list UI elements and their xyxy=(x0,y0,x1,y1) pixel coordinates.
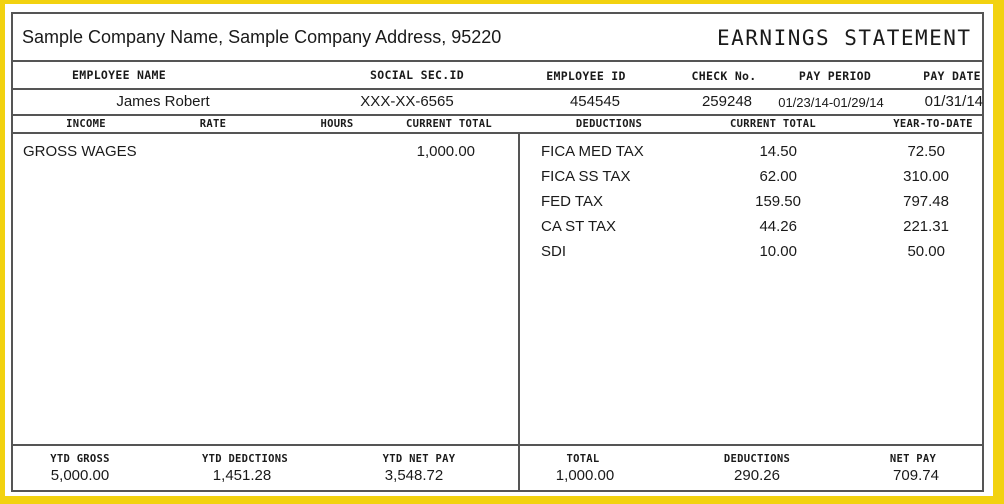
ytd-deductions-label: YTD DEDCTIONS xyxy=(201,453,289,465)
deduction-ytd: 310.00 xyxy=(903,168,949,185)
pay-period-header: PAY PERIOD xyxy=(798,69,872,83)
ytd-net-pay-value: 3,548.72 xyxy=(384,467,444,484)
statement-title: EARNINGS STATEMENT xyxy=(717,26,972,50)
deductions-total-label: DEDUCTIONS xyxy=(723,453,791,465)
deductions-total-value: 290.26 xyxy=(734,467,780,484)
rate-header: RATE xyxy=(199,118,227,130)
pay-date-value: 01/31/14 xyxy=(924,93,983,110)
income-header: INCOME xyxy=(66,118,106,130)
total-value: 1,000.00 xyxy=(555,467,615,484)
ytd-gross-value: 5,000.00 xyxy=(50,467,110,484)
employee-name-header: EMPLOYEE NAME xyxy=(72,68,166,82)
deductions-header: DEDUCTIONS xyxy=(575,118,643,130)
deduction-current: 62.00 xyxy=(759,168,797,185)
deduction-ytd: 797.48 xyxy=(903,193,949,210)
deduction-label: CA ST TAX xyxy=(541,218,617,235)
hours-header: HOURS xyxy=(320,118,354,130)
deduction-current: 10.00 xyxy=(759,243,797,260)
deduction-current: 159.50 xyxy=(755,193,801,210)
deduction-ytd: 221.31 xyxy=(903,218,949,235)
deduction-label: FED TAX xyxy=(541,193,603,210)
deduction-current: 44.26 xyxy=(759,218,797,235)
check-no-header: CHECK No. xyxy=(691,69,757,83)
employee-id-value: 454545 xyxy=(569,93,621,110)
total-label: TOTAL xyxy=(566,453,600,465)
ssn-value: XXX-XX-6565 xyxy=(360,93,454,110)
deduction-ytd: 72.50 xyxy=(907,143,945,160)
income-current-total: 1,000.00 xyxy=(416,143,475,160)
deduction-current: 14.50 xyxy=(759,143,797,160)
deduction-label: FICA SS TAX xyxy=(541,168,631,185)
company-line: Sample Company Name, Sample Company Address, 95220 xyxy=(22,27,502,47)
deduction-ytd: 50.00 xyxy=(907,243,945,260)
employee-name-value: James Robert xyxy=(116,93,210,110)
check-no-value: 259248 xyxy=(701,93,753,110)
employee-id-header: EMPLOYEE ID xyxy=(546,69,626,83)
deduction-label: FICA MED TAX xyxy=(541,143,644,160)
divider-employee-values xyxy=(11,114,984,116)
income-label: GROSS WAGES xyxy=(23,143,137,160)
deduction-label: SDI xyxy=(541,243,567,260)
ytd-gross-label: YTD GROSS xyxy=(50,453,110,465)
divider-income-deductions xyxy=(518,132,520,492)
deductions-current-total-header: CURRENT TOTAL xyxy=(729,118,817,130)
earnings-statement xyxy=(5,4,993,496)
social-sec-id-header: SOCIAL SEC.ID xyxy=(370,68,464,82)
divider-column-headers xyxy=(11,132,984,134)
net-pay-label: NET PAY xyxy=(889,453,937,465)
statement-frame xyxy=(11,12,984,492)
year-to-date-header: YEAR-TO-DATE xyxy=(893,118,973,130)
pay-period-value: 01/23/14-01/29/14 xyxy=(778,95,884,110)
divider-header xyxy=(11,60,984,62)
ytd-deductions-value: 1,451.28 xyxy=(212,467,272,484)
pay-date-header: PAY DATE xyxy=(923,69,981,83)
income-current-total-header: CURRENT TOTAL xyxy=(405,118,493,130)
divider-footer xyxy=(11,444,984,446)
net-pay-value: 709.74 xyxy=(893,467,939,484)
divider-employee-headers xyxy=(11,88,984,90)
ytd-net-pay-label: YTD NET PAY xyxy=(382,453,456,465)
